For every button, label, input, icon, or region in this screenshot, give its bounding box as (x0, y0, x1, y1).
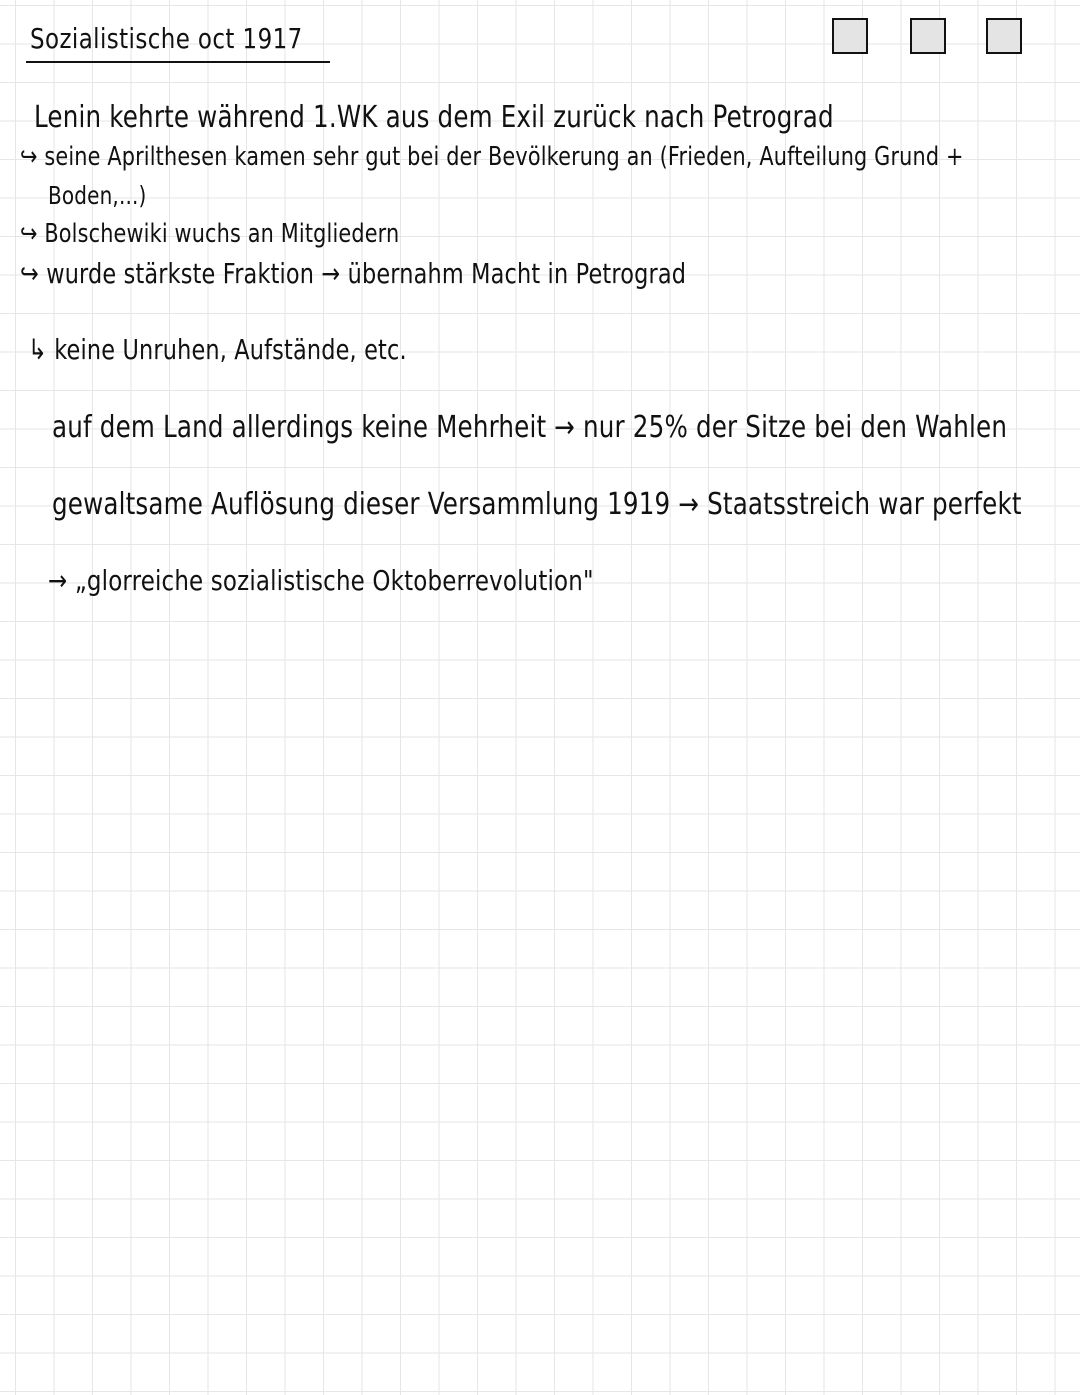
note-line-no-majority-countryside: auf dem Land allerdings keine Mehrheit → nur 25% der Sitze bei den Wahlen (52, 410, 1008, 445)
note-line-strongest-faction: ↪ wurde stärkste Fraktion → übernahm Macht in Petrograd (20, 257, 687, 290)
note-line-october-revolution: → „glorreiche sozialistische Oktoberrevolution" (48, 564, 594, 597)
checkbox-1[interactable] (832, 18, 868, 54)
title-underline (26, 61, 330, 63)
note-line-april-theses: ↪ seine Aprilthesen kamen sehr gut bei der Bevölkerung an (Frieden, Aufteilung Grund + (20, 142, 964, 172)
note-line-april-theses-cont: Boden,...) (48, 181, 147, 210)
page-title: Sozialistische oct 1917 (30, 22, 303, 55)
note-line-dissolution: gewaltsame Auflösung dieser Versammlung 1919 → Staatsstreich war perfekt (52, 487, 1022, 522)
checkbox-2[interactable] (910, 18, 946, 54)
checkbox-3[interactable] (986, 18, 1022, 54)
note-line-no-unrest: ↳ keine Unruhen, Aufstände, etc. (28, 333, 407, 366)
note-line-lenin-return: Lenin kehrte während 1.WK aus dem Exil zurück nach Petrograd (34, 100, 834, 135)
note-line-bolsheviks-grew: ↪ Bolschewiki wuchs an Mitgliedern (20, 219, 400, 249)
